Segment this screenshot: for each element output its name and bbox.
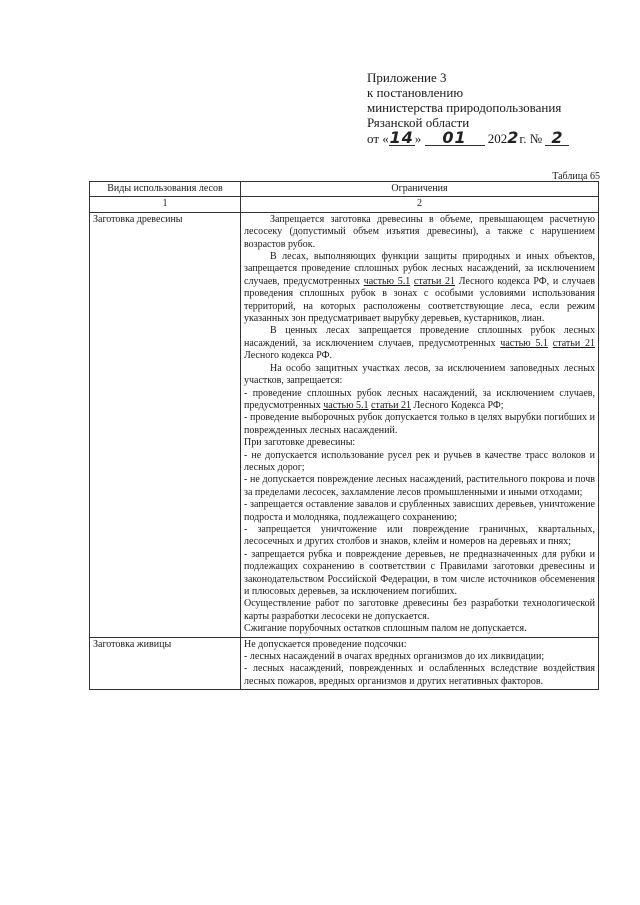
paragraph-text: В ценных лесах запрещается проведение сплошных рубок лесных насаждений, за исключением случаев, предусмотренных bbox=[244, 325, 595, 349]
restriction-paragraph: - проведение выборочных рубок допускается только в целях вырубки погибших и поврежденных лесных насаждений. bbox=[244, 412, 595, 436]
restriction-paragraph: - запрещается уничтожение или повреждение граничных, квартальных, лесосечных и других столбов и знаков, клейм и номеров на деревьях и пнях; bbox=[244, 523, 595, 548]
restriction-paragraph: Запрещается заготовка древесины в объеме, превышающем расчетную лесосеку (допустимый объем изъятия древесины), а также с нарушением возрастов рубок. bbox=[244, 213, 595, 250]
header-date-line bbox=[367, 130, 617, 146]
restriction-paragraph: - не допускается повреждение лесных насаждений, растительного покрова и почв за пределами лесосек, захламление лесов промышленными и иными отходами; bbox=[244, 474, 595, 498]
col2-header: Ограничения bbox=[241, 182, 599, 197]
date-day: 14 bbox=[389, 128, 414, 147]
restriction-paragraph: Сжигание порубочных остатков сплошным палом не допускается. bbox=[244, 623, 527, 635]
restriction-paragraph bbox=[244, 325, 595, 362]
restrictions-table bbox=[89, 181, 599, 690]
table-label: Таблица 65 bbox=[552, 171, 600, 182]
law-reference-link[interactable]: частью 5.1 bbox=[363, 275, 411, 287]
header-region: Рязанской области bbox=[367, 115, 470, 130]
restriction-paragraph: - лесных насаждений, поврежденных и ослабленных вследствие воздействия лесных пожаров, вредных организмов и других негативных факторов. bbox=[244, 663, 595, 687]
paragraph-text: Лесного Кодекса РФ; bbox=[410, 399, 504, 411]
table-row bbox=[90, 212, 599, 637]
restriction-paragraph: - лесных насаждений в очагах вредных организмов до их ликвидации; bbox=[244, 651, 545, 663]
restriction-paragraph: На особо защитных участках лесов, за исключением заповедных лесных участков, запрещается: bbox=[244, 362, 595, 387]
paragraph-text: Лесного кодекса РФ, и случаев проведения сплошных рубок в зонах с особыми условиями использования территорий, на которых расположены соответствующие леса, если режим указанных зон предусматривает вырубку деревьев, кустарников, лиан. bbox=[244, 275, 595, 325]
restriction-paragraph: Осуществление работ по заготовке древесины без разработки технологической карты разработки лесосеки не допускается. bbox=[244, 598, 595, 622]
law-reference-link[interactable]: частью 5.1 bbox=[323, 399, 369, 411]
table-row bbox=[90, 637, 599, 690]
col1-header: Виды использования лесов bbox=[90, 182, 241, 197]
date-year-suffix: 2 bbox=[507, 128, 520, 147]
table-header-row bbox=[90, 182, 599, 197]
restriction-paragraph: - запрещается рубка и повреждение деревьев, не предназначенных для рубки и подлежащих сохранению в соответствии с Правилами заготовки древесины и законодательством Российской Федерации, в том числе источников обсеменения и плюсовых деревьев, за исключением погибших. bbox=[244, 548, 595, 597]
col2-number: 2 bbox=[241, 197, 599, 212]
paragraph-text: - проведение сплошных рубок лесных насаждений, за исключением случаев, предусмотренных bbox=[244, 387, 595, 411]
row-restrictions-wood-harvesting bbox=[241, 212, 599, 637]
table-number-row bbox=[90, 197, 599, 212]
row-name-resin-harvesting: Заготовка живицы bbox=[90, 637, 241, 690]
col1-number: 1 bbox=[90, 197, 241, 212]
restriction-paragraph: - запрещается оставление завалов и срубленных зависших деревьев, уничтожение подроста и молодняка, подлежащего сохранению; bbox=[244, 499, 595, 523]
law-reference-link[interactable]: частью 5.1 bbox=[500, 337, 548, 349]
law-reference-link[interactable]: статьи 21 bbox=[413, 275, 456, 287]
row-name-wood-harvesting: Заготовка древесины bbox=[90, 212, 241, 637]
date-year-prefix: 202 bbox=[487, 131, 508, 146]
date-number: 2 bbox=[545, 130, 569, 146]
restriction-paragraph: При заготовке древесины: bbox=[244, 437, 356, 449]
date-month: 01 bbox=[425, 130, 485, 146]
restriction-paragraph bbox=[244, 251, 595, 325]
row-restrictions-resin-harvesting bbox=[241, 637, 599, 690]
restriction-paragraph: - не допускается использование русел рек и ручьев в качестве трасс волоков и лесных дорог; bbox=[244, 449, 595, 473]
restriction-paragraph: Не допускается проведение подсочки: bbox=[244, 638, 407, 650]
paragraph-text: В лесах, выполняющих функции защиты природных и иных объектов, запрещается проведение сплошных рубок лесных насаждений, за исключением случаев, предусмотренных bbox=[244, 251, 595, 287]
paragraph-text: Лесного кодекса РФ. bbox=[244, 350, 333, 362]
header-resolution: к постановлению bbox=[367, 85, 464, 100]
date-prefix: от « bbox=[367, 131, 389, 146]
date-g: г. № bbox=[519, 131, 543, 146]
date-mid: » bbox=[414, 131, 422, 146]
header-ministry: министерства природопользования bbox=[367, 100, 562, 115]
law-reference-link[interactable]: статьи 21 bbox=[371, 399, 411, 411]
law-reference-link[interactable]: статьи 21 bbox=[552, 337, 596, 349]
header-appendix: Приложение 3 bbox=[367, 70, 447, 85]
restriction-paragraph bbox=[244, 388, 595, 413]
document-header bbox=[367, 70, 617, 146]
